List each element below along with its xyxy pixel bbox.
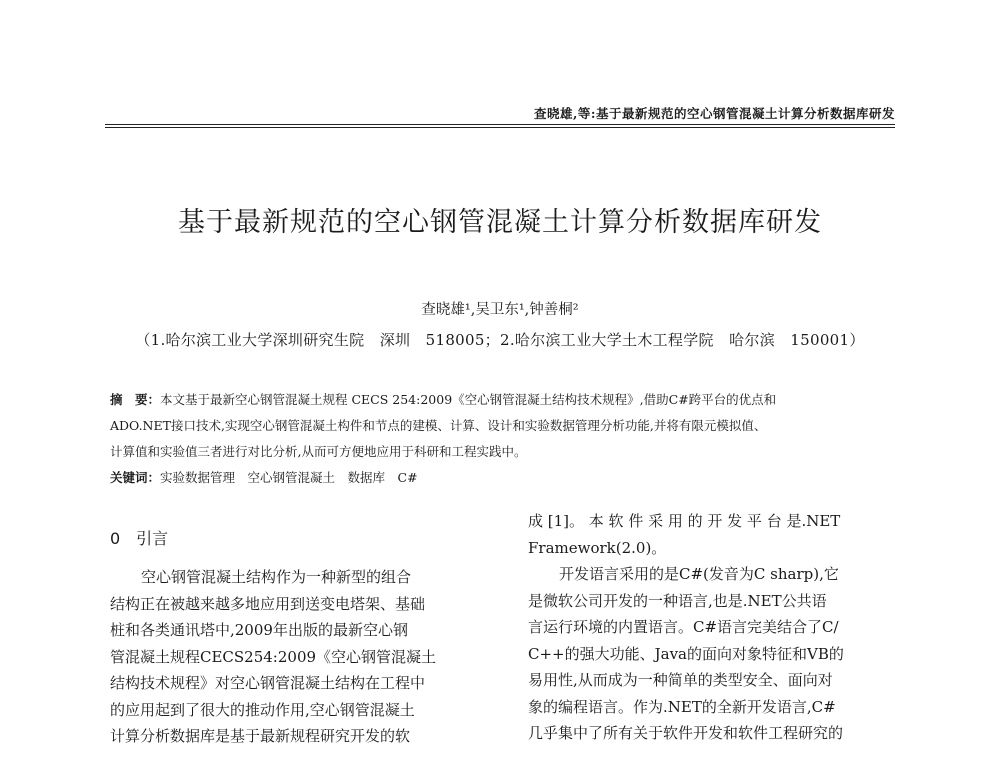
body-line: 象的编程语言。作为.NET的全新开发语言,C# (528, 697, 836, 716)
abstract-line-2: ADO.NET接口技术,实现空心钢管混凝土构件和节点的建模、计算、设计和实验数据管理分析功能,并将有限元模拟值、 (110, 418, 767, 433)
body-line: 结构技术规程》对空心钢管混凝土结构在工程中 (110, 674, 426, 692)
abstract-text-1: 本文基于最新空心钢管混凝土规程 CECS 254:2009《空心钢管混凝土结构技术规程》,借助C#跨平台的优点和 (160, 392, 777, 407)
body-line: C++的强大功能、Java的面向对象特征和VB的 (528, 644, 844, 663)
body-line: 的应用起到了很大的推动作用,空心钢管混凝土 (110, 700, 415, 719)
left-column (110, 564, 475, 750)
abstract-label: 摘 要： (110, 392, 161, 407)
body-line: Framework(2.0)。 (528, 538, 667, 557)
right-column (528, 508, 893, 747)
body-line: 结构正在被越来越多地应用到送变电塔架、基础 (110, 594, 426, 613)
body-line: 是微软公司开发的一种语言,也是.NET公共语 (528, 591, 827, 610)
keywords-text: 实验数据管理 空心钢管混凝土 数据库 C# (160, 470, 418, 485)
body-line: 空心钢管混凝土结构作为一种新型的组合 (141, 568, 412, 586)
keywords (110, 468, 418, 486)
body-line: 几乎集中了所有关于软件开发和软件工程研究的 (528, 724, 844, 742)
abstract-line-1 (110, 390, 776, 408)
keywords-label: 关键词： (110, 470, 161, 485)
body-line: 言运行环境的内置语言。C#语言完美结合了C/ (528, 618, 839, 636)
body-line: 计算分析数据库是基于最新规程研究开发的软 (110, 727, 411, 745)
body-line: 成 [1]。 本 软 件 采 用 的 开 发 平 台 是.NET (528, 512, 841, 530)
body-line: 开发语言采用的是C#(发音为C sharp),它 (559, 565, 839, 583)
body-line: 易用性,从而成为一种简单的类型安全、面向对 (528, 671, 833, 689)
section-heading: 0 引言 (110, 529, 169, 548)
paper-title: 基于最新规范的空心钢管混凝土计算分析数据库研发 (178, 207, 822, 238)
abstract-line-3: 计算值和实验值三者进行对比分析,从而可方便地应用于科研和工程实践中。 (110, 444, 527, 459)
affiliations: （1.哈尔滨工业大学深圳研究生院 深圳 518005；2.哈尔滨工业大学土木工程学院 哈尔滨 150001） (135, 331, 865, 349)
body-line: 管混凝土规程CECS254:2009《空心钢管混凝土 (110, 647, 437, 666)
body-line: 桩和各类通讯塔中,2009年出版的最新空心钢 (110, 621, 408, 639)
header-rule-top (105, 124, 895, 125)
header-rule-bottom (105, 127, 895, 128)
running-header: 查晓雄,等:基于最新规范的空心钢管混凝土计算分析数据库研发 (534, 106, 895, 121)
authors: 查晓雄¹,吴卫东¹,钟善桐² (421, 302, 579, 318)
